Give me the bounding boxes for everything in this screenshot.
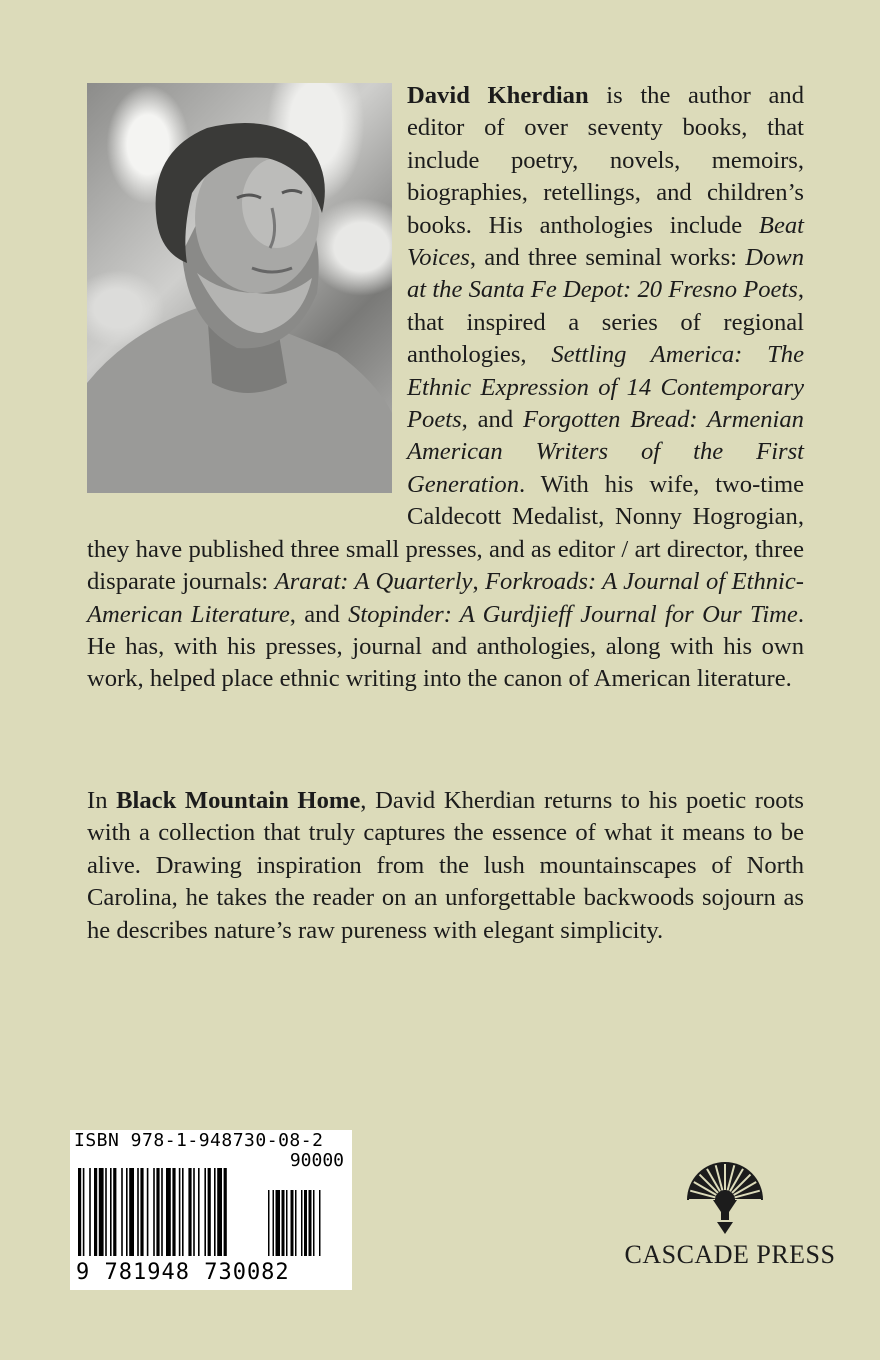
book-title: Forgotten Bread: Armenian American Writers of the First Generation: [407, 406, 804, 498]
isbn-barcode: [70, 1130, 352, 1290]
bio-text: , and three seminal works:: [469, 244, 746, 272]
bio-text: is the author and editor of over seventy books, that include poetry, novels, memoirs, biographies, retellings, and children’s books. His anthologies include: [407, 82, 804, 239]
isbn-label: ISBN 978-1-948730-08-2: [74, 1130, 324, 1151]
bio-text: , and: [461, 406, 523, 434]
book-title: Beat Voices: [407, 211, 804, 272]
bio-text: , and: [289, 600, 349, 628]
blurb-text: , David Kherdian returns to his poetic roots with a collection that truly captures the essence of what it means to be alive. Drawing inspiration from the lush mountainscapes of North Carolina, he takes the reader on an unforgettable backwoods sojourn as he describes nature’s raw pureness with elegant simplicity.: [87, 787, 804, 944]
author-name: David Kherdian: [407, 82, 589, 109]
photo-spacer: [87, 80, 407, 520]
price-code: 90000: [289, 1150, 344, 1171]
blurb-text: In: [87, 787, 117, 814]
bio-text: . With his wife, two-time Caldecott Medalist, Nonny Hogrogian, they have published three small presses, and as editor / art director, three disparate journals:: [87, 470, 804, 596]
book-title: Settling America: The Ethnic Expression of 14 Contemporary Poets: [407, 341, 804, 434]
book-title: Down at the Santa Fe Depot: 20 Fresno Poets: [407, 244, 804, 304]
bio-text: . He has, with his presses, journal and anthologies, along with his own work, helped place ethnic writing into the canon of American literature.: [87, 600, 804, 693]
publisher-name: CASCADE PRESS: [624, 1240, 836, 1269]
blurb-book-title: Black Mountain Home: [116, 787, 361, 814]
cascade-press-logo-icon: [683, 1150, 767, 1234]
journal-title: Forkroads: A Journal of Ethnic-American Literature: [87, 568, 804, 628]
ean-digits: 9 781948 730082: [76, 1260, 290, 1285]
journal-title: Ararat: A Quarterly: [274, 568, 473, 596]
author-bio: [87, 80, 804, 696]
book-blurb: [87, 785, 804, 947]
barcode-bars: [70, 1168, 352, 1260]
bio-text: ,: [472, 568, 486, 596]
journal-title: Stopinder: A Gurdjieff Journal for Our Time: [348, 600, 798, 628]
bio-text: , that inspired a series of regional anthologies,: [407, 276, 804, 369]
